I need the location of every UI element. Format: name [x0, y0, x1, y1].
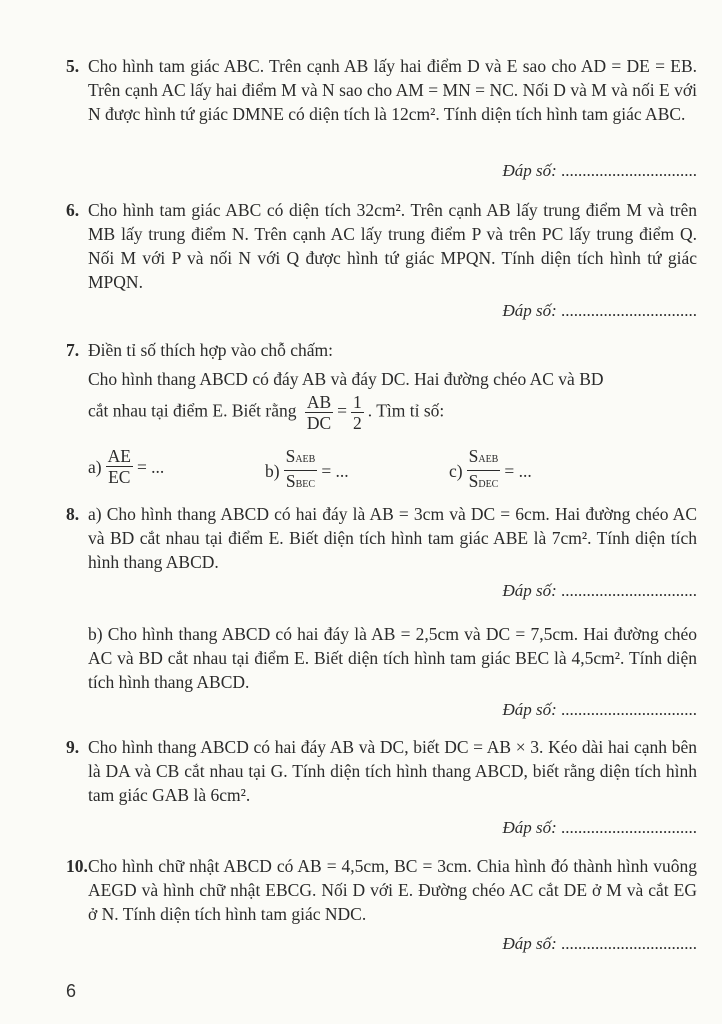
denominator: S: [285, 471, 296, 491]
exercise-7-context: [66, 367, 697, 391]
numerator: S: [285, 446, 296, 466]
exercise-7-given: [66, 392, 697, 433]
exercise-7-parts: [66, 446, 697, 490]
page-number: 6: [66, 981, 77, 1001]
numerator: S: [468, 446, 479, 466]
exercise-text: a) Cho hình thang ABCD có hai đáy là AB = 3cm và DC = 6cm. Hai đường chéo AC và BD cắt nhau tại điểm E. Biết diện tích hình tam giác ABE là 7cm². Tính diện tích hình thang ABCD.: [88, 504, 697, 572]
exercise-text: Cho hình thang ABCD có hai đáy AB và DC, biết DC = AB × 3. Kéo dài hai cạnh bên là DA và CB cắt nhau tại G. Tính diện tích hình thang ABCD, biết rằng diện tích hình tam giác GAB là 6cm².: [88, 737, 697, 805]
exercise-number: 5.: [66, 56, 80, 76]
exercise-text: Cho hình tam giác ABC. Trên cạnh AB lấy hai điểm D và E sao cho AD = DE = EB. Trên cạnh AC lấy hai điểm M và N sao cho AM = MN = NC. Nối D và M và nối E với N được hình tứ giác DMNE có diện tích là 12cm². Tính diện tích hình tam giác ABC.: [88, 56, 697, 124]
fraction: [467, 446, 501, 495]
exercise-number: 8.: [66, 504, 80, 524]
fraction-ab-dc: [305, 392, 333, 433]
subscript: AEB: [478, 454, 499, 465]
answer-label: Đáp số:: [502, 700, 557, 719]
fraction: [106, 446, 133, 487]
denominator: DC: [306, 413, 332, 433]
exercise-10: [66, 854, 697, 926]
numerator: AE: [107, 446, 131, 466]
exercise-number: 7.: [66, 340, 80, 360]
answer-line-10: [502, 934, 697, 954]
part-label: c): [449, 460, 463, 481]
answer-line-8b: [502, 700, 697, 720]
exercise-8a: [66, 502, 697, 574]
part-label: a): [88, 456, 102, 477]
answer-line-5: [502, 161, 697, 181]
answer-label: Đáp số:: [502, 301, 557, 320]
answer-blank: ................................: [561, 934, 697, 953]
exercise-number: 9.: [66, 737, 80, 757]
exercise-text: Cho hình tam giác ABC có diện tích 32cm². Trên cạnh AB lấy trung điểm M và trên MB lấy trung điểm N. Trên cạnh AC lấy trung điểm P và trên PC lấy trung điểm Q. Nối M với P và nối N với Q được hình tứ giác MPQN. Tính diện tích hình tứ giác MPQN.: [88, 200, 697, 292]
exercise-9: [66, 735, 697, 807]
blank: = ...: [136, 456, 165, 477]
part-a: [88, 446, 164, 487]
exercise-text: Cho hình thang ABCD có đáy AB và đáy DC. Hai đường chéo AC và BD: [88, 369, 604, 389]
exercise-text: cắt nhau tại điểm E. Biết rằng: [88, 400, 297, 421]
exercise-text: Cho hình chữ nhật ABCD có AB = 4,5cm, BC = 3cm. Chia hình đó thành hình vuông AEGD và hình chữ nhật EBCG. Nối D với E. Đường chéo AC cắt DE ở M và cắt EG ở N. Tính diện tích hình tam giác NDC.: [88, 856, 697, 924]
answer-blank: ................................: [561, 581, 697, 600]
blank: = ...: [321, 460, 349, 481]
exercise-8b: [66, 622, 697, 694]
answer-line-9: [502, 818, 697, 838]
answer-blank: ................................: [561, 301, 697, 320]
subscript: AEB: [295, 454, 316, 465]
answer-blank: ................................: [561, 818, 697, 837]
equals: =: [337, 400, 348, 421]
answer-label: Đáp số:: [502, 161, 557, 180]
exercise-text: b) Cho hình thang ABCD có hai đáy là AB = 2,5cm và DC = 7,5cm. Hai đường chéo AC và BD cắt nhau tại điểm E. Biết diện tích hình tam giác BEC là 4,5cm². Tính diện tích hình thang ABCD.: [88, 624, 697, 692]
subscript: BEC: [295, 479, 316, 490]
exercise-title: Điền tỉ số thích hợp vào chỗ chấm:: [88, 340, 333, 360]
blank: = ...: [504, 460, 532, 481]
answer-label: Đáp số:: [502, 581, 557, 600]
answer-label: Đáp số:: [502, 934, 557, 953]
numerator: 1: [353, 392, 362, 412]
exercise-6: [66, 198, 697, 294]
denominator: EC: [108, 467, 131, 487]
answer-line-6: [502, 301, 697, 321]
denominator: 2: [353, 413, 362, 433]
part-c: [449, 446, 532, 495]
subscript: DEC: [478, 479, 499, 490]
exercise-5: [66, 54, 697, 126]
numerator: AB: [306, 392, 332, 412]
part-b: [265, 446, 349, 495]
denominator: S: [468, 471, 479, 491]
exercise-number: 6.: [66, 200, 80, 220]
fraction: [284, 446, 318, 495]
exercise-number: 10.: [66, 856, 88, 876]
answer-label: Đáp số:: [502, 818, 557, 837]
exercise-text: . Tìm tỉ số:: [367, 400, 445, 421]
answer-line-8a: [502, 581, 697, 601]
part-label: b): [265, 460, 280, 481]
exercise-7: [66, 338, 697, 362]
fraction-one-half: [351, 392, 364, 433]
answer-blank: ................................: [561, 161, 697, 180]
answer-blank: ................................: [561, 700, 697, 719]
